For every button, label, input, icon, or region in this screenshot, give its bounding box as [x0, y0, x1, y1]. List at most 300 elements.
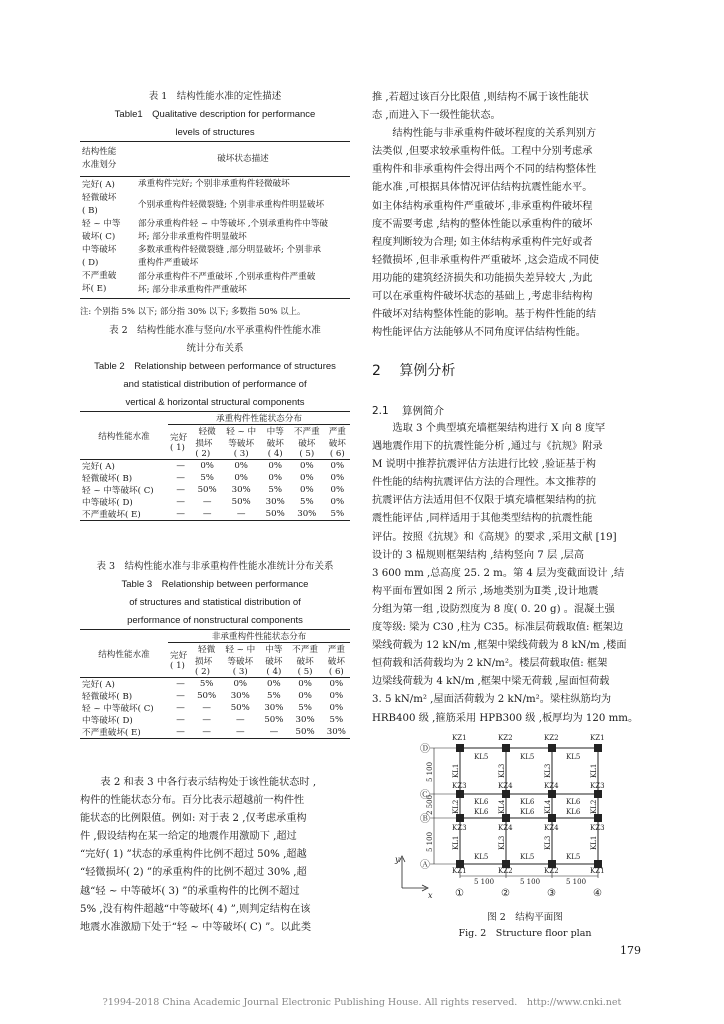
- table-cell-text: 轻微破坏: [82, 193, 117, 203]
- table-cell-text: 中等破坏: [82, 245, 117, 255]
- table3-caption: [65, 558, 365, 630]
- column: [594, 814, 602, 822]
- table-header-cell: 结构性能水准: [98, 431, 150, 442]
- table-cell-text: ( D): [82, 258, 99, 268]
- table-header-cell: 严重: [328, 427, 346, 437]
- table-header-row: [80, 142, 350, 177]
- table-header-cell: 破坏: [298, 439, 316, 449]
- text-line: 度等级: 梁为 C30 ,柱为 C35。标准层荷载取值: 框架边: [372, 622, 624, 634]
- row-axis-label: Ⓐ: [420, 860, 430, 871]
- text-line: 恒荷载和活荷载均为 2 kN/m²。楼层荷载取值: 框架: [372, 658, 608, 670]
- kl-label: KL1: [590, 763, 598, 778]
- table-cell: 0%: [330, 485, 345, 495]
- text-line: 越“轻 ~ 中等破坏( 3) ”的承重构件的比例不超过: [80, 885, 300, 897]
- table-cell-text: 不严重破: [82, 271, 117, 281]
- kl-label: KL1: [452, 763, 460, 778]
- figure-caption-cn: 图 2 结构平面图: [487, 912, 563, 923]
- text-line: 3 600 mm ,总高度 25. 2 m。第 4 层为变截面设计 ,结: [372, 567, 625, 579]
- table-header-cell: 不严重: [293, 427, 320, 437]
- table-header-text: 水准划分: [82, 160, 117, 170]
- table2-caption-en-3: vertical & horizontal structural components: [125, 397, 305, 408]
- row-axis-label: Ⓑ: [420, 814, 430, 825]
- kz-label: KZ3: [452, 824, 467, 832]
- table-cell: 不严重破坏( E): [82, 728, 141, 738]
- table-cell: 完好( A): [82, 180, 115, 190]
- text-line: 构性能评估方法能够从不同角度评估结构性能。: [372, 327, 586, 339]
- table-cell: —: [235, 715, 245, 725]
- kl-label: KL1: [452, 835, 460, 850]
- text-line: 分组为第一组 ,设防烈度为 8 度( 0. 20 g) 。混凝土强: [372, 603, 615, 615]
- text-line: 件破坏对结构整体性能的影响。基于构件性能的结: [372, 309, 597, 321]
- table-row: [80, 244, 350, 270]
- table-header-cell: 轻 ~ 中: [225, 645, 256, 655]
- subsection-heading: [372, 403, 444, 418]
- table-cell: 0%: [234, 461, 248, 471]
- text-line: 边梁线荷载为 4 kN/m ,框架中梁无荷载 ,屋面恒荷载: [372, 676, 610, 688]
- table-cell: 50%: [231, 497, 251, 507]
- kl-label: KL3: [498, 835, 506, 850]
- table-cell: 5%: [329, 715, 344, 725]
- table-row: [80, 177, 350, 193]
- table3-caption-en-3: performance of nonstructural components: [127, 615, 303, 626]
- table3-caption-en-1: Table 3 Relationship between performance: [121, 579, 309, 590]
- kz-label: KZ1: [452, 867, 467, 875]
- table-header-cell: [168, 425, 193, 460]
- table-cell-text: 坏( E): [82, 284, 107, 294]
- text-line: 5% ,没有构件超越“中等破坏( 4) ”,则判定结构在该: [80, 903, 311, 915]
- table-cell-text: ( B): [82, 206, 98, 216]
- table-cell: 5%: [199, 679, 214, 689]
- kz-label: KZ3: [452, 782, 467, 790]
- table-cell-text: 坏; 部分非承重构件严重破坏: [138, 285, 247, 295]
- table2-caption-en-2: and statistical distribution of performance of: [123, 379, 307, 390]
- text-line: 件 ,假设结构在某一给定的地震作用激励下 ,超过: [80, 831, 297, 843]
- table-header-cell: ( 6): [329, 449, 345, 459]
- table-cell: 50%: [197, 691, 217, 701]
- table-cell: —: [176, 485, 185, 495]
- table-row: [80, 192, 350, 218]
- kl-label: KL5: [566, 753, 581, 761]
- table-header-cell: 中等: [266, 427, 284, 437]
- table-cell: —: [202, 715, 211, 725]
- table-header-cell: 破坏: [265, 657, 283, 667]
- table-cell: —: [176, 461, 185, 471]
- table-cell: —: [176, 473, 185, 483]
- table-row: [80, 460, 350, 473]
- table-cell: 30%: [230, 691, 250, 701]
- table-header-text: 完好: [170, 651, 188, 661]
- table-cell: —: [202, 727, 211, 737]
- table-cell: 5%: [200, 473, 214, 483]
- table-row: [80, 714, 350, 726]
- kz-label: KZ4: [498, 824, 513, 832]
- table-cell: —: [176, 727, 185, 737]
- table1-caption: [75, 88, 355, 142]
- table-cell: 30%: [297, 509, 317, 519]
- text-line: 震性能评估 ,同样适用于其他类型结构的抗震性能: [372, 513, 593, 525]
- table-cell: 中等破坏( D): [82, 716, 133, 726]
- table-row: [80, 270, 350, 299]
- text-line: 法类似 ,但要求较承重构件低。工程中分别考虑承: [372, 146, 593, 158]
- dimension-label: 5 100: [520, 878, 541, 886]
- table-cell: —: [176, 497, 185, 507]
- table-header-cell: 等破坏: [227, 657, 254, 667]
- table-cell: 50%: [230, 703, 250, 713]
- table-header-cell: ( 4): [266, 667, 282, 677]
- table-cell: [136, 244, 350, 270]
- table-header-cell: ( 2): [195, 449, 211, 459]
- table-cell-text: 重构件严重破坏: [138, 258, 199, 268]
- table-cell: 承重构件完好; 个别非承重构件轻微破坏: [138, 179, 290, 189]
- table-cell: 50%: [295, 727, 315, 737]
- table-header-cell: 破坏: [327, 657, 345, 667]
- left-body-text: [80, 774, 352, 937]
- column: [502, 814, 510, 822]
- table-cell: 5%: [298, 703, 312, 713]
- table-header-cell: 不严重: [292, 645, 318, 655]
- table-header-cell: 轻 ~ 中: [226, 427, 257, 437]
- table-cell: —: [176, 679, 185, 689]
- table-cell: 0%: [299, 461, 314, 471]
- table-header-text: 结构性能: [82, 147, 117, 157]
- table-header-cell: ( 5): [299, 449, 315, 459]
- table-cell-text: 轻 ~ 中等: [82, 219, 121, 229]
- table-row: [80, 218, 350, 244]
- section-number: 2: [372, 363, 381, 379]
- dimension-label: 2 500: [426, 794, 434, 815]
- text-line: 程度判断较为合理; 如主体结构承重构件完好或者: [372, 236, 593, 248]
- table-cell: 30%: [326, 727, 346, 737]
- text-line: 构件的性能状态分布。百分比表示超越前一构件性: [80, 795, 305, 807]
- table-cell: 30%: [295, 715, 315, 725]
- text-line: 构平面布置如图 2 所示 ,场地类别为Ⅱ类 ,设计地震: [372, 585, 599, 597]
- table-row: [80, 484, 350, 496]
- figure-caption: [430, 910, 620, 942]
- table-row: [80, 472, 350, 484]
- text-line: 评估。按照《抗规》和《高规》的要求 ,采用文献 [19]: [372, 531, 617, 543]
- table-header-cell: ( 5): [297, 667, 313, 677]
- column: [548, 790, 556, 798]
- text-line: 如主体结构承重构件严重破坏 ,非承重构件破坏程: [372, 200, 593, 212]
- row-axis-label: Ⓓ: [420, 744, 430, 755]
- table3: [80, 629, 350, 739]
- table-header-row: [80, 412, 350, 425]
- table1: [80, 141, 350, 299]
- table-header-text: 完好: [170, 433, 188, 443]
- table-row: [80, 678, 350, 691]
- dimension-label: 5 100: [566, 878, 587, 886]
- subsection-title: 算例简介: [402, 405, 445, 417]
- kl-label: KL6: [566, 808, 581, 816]
- table-cell: 5%: [330, 509, 345, 519]
- table-cell: 0%: [233, 679, 248, 689]
- table-cell: 完好( A): [82, 680, 115, 690]
- dimension-label: 5 100: [474, 878, 495, 886]
- column: [594, 744, 602, 752]
- table-cell: 不严重破坏( E): [82, 510, 141, 520]
- text-line: 梁线荷载为 12 kN/m ,框架中梁线荷载为 8 kN/m ,楼面: [372, 640, 627, 652]
- table-header-cell: 严重: [327, 645, 345, 655]
- text-line: 能水准 ,可根据具体情况评估结构抗震性能水平。: [372, 182, 593, 194]
- table-cell: —: [269, 727, 279, 737]
- table-header-cell: 破坏: [296, 657, 314, 667]
- kz-label: KZ2: [544, 734, 559, 742]
- footer-copyright: ?1994-2018 China Academic Journal Electronic Publishing House. All rights reserved. http://www.cnki.net: [102, 997, 622, 1008]
- column: [502, 744, 510, 752]
- table-cell: 50%: [265, 509, 285, 519]
- kz-label: KZ1: [590, 734, 605, 742]
- kz-label: KZ2: [498, 867, 513, 875]
- table-cell: [136, 270, 350, 299]
- text-line: “轻微损坏( 2) ”的承重构件的比例不超过 30% ,超: [80, 867, 307, 879]
- subsection-number: 2.1: [372, 405, 389, 417]
- floor-plan-figure: [390, 728, 650, 906]
- table-cell: 0%: [330, 461, 345, 471]
- table-cell-text: 部分承重构件不严重破坏 ,个别承重构件严重破: [138, 272, 316, 282]
- kl-label: KL4: [498, 799, 506, 814]
- text-line: 可以在承重构件破坏状态的基础上 ,考虑非结构构: [372, 291, 593, 303]
- table-cell: —: [236, 509, 246, 519]
- table-cell: 50%: [197, 485, 217, 495]
- text-line: “完好( 1) ”状态的承重构件比例不超过 50% ,超越: [80, 849, 307, 861]
- table1-caption-cn: 表 1 结构性能水准的定性描述: [148, 91, 282, 102]
- kl-label: KL5: [566, 853, 581, 861]
- column: [502, 790, 510, 798]
- table-cell: 0%: [267, 679, 281, 689]
- kl-label: KL5: [520, 753, 535, 761]
- table-cell: 0%: [234, 473, 248, 483]
- table-header-cell: [168, 643, 193, 678]
- col-axis-label: ③: [547, 888, 556, 899]
- kl-label: KL5: [520, 853, 535, 861]
- table-header-cell: ( 2): [195, 667, 210, 677]
- kz-label: KZ4: [498, 782, 513, 790]
- column: [594, 790, 602, 798]
- kl-label: KL5: [474, 853, 489, 861]
- table-header-cell: 轻微: [198, 427, 216, 437]
- table-cell: —: [235, 727, 245, 737]
- text-line: 推 ,若超过该百分比限值 ,则结构不属于该性能状: [372, 92, 589, 103]
- table-row: [80, 702, 350, 714]
- table-cell: 30%: [264, 703, 284, 713]
- table-row: [80, 496, 350, 508]
- table-cell: 50%: [264, 715, 284, 725]
- text-line: 表 2 和表 3 中各行表示结构处于该性能状态时 ,: [100, 777, 317, 788]
- table-cell: 轻 ~ 中等破坏( C): [82, 486, 154, 496]
- x-axis-label: x: [428, 891, 433, 900]
- kz-label: KZ3: [590, 824, 605, 832]
- table-header-text: ( 1): [170, 443, 185, 453]
- table-header-cell: 中等: [265, 645, 283, 655]
- table-cell: [80, 192, 136, 218]
- table-cell: 30%: [231, 485, 251, 495]
- text-line: 度不需要考虑 ,结构的整体性能以承重构件的破坏: [372, 218, 593, 230]
- kl-label: KL2: [590, 799, 598, 814]
- table1-caption-en-2: levels of structures: [175, 127, 255, 138]
- table1-caption-en-1: Table1 Qualitative description for performance: [114, 109, 316, 120]
- kl-label: KL2: [452, 799, 460, 814]
- text-line: HRB400 级 ,箍筋采用 HPB300 级 ,板厚均为 120 mm。: [372, 712, 639, 724]
- table-header-cell: 损坏: [195, 439, 213, 449]
- table-cell: [80, 244, 136, 270]
- table-header-cell: 破坏: [328, 439, 346, 449]
- table-header-cell: ( 3): [233, 449, 249, 459]
- plan-labels: [420, 734, 605, 899]
- dimension-label: 5 100: [426, 761, 434, 782]
- table-group-header: 非承重构件性能状态分布: [168, 630, 350, 643]
- table-header-text: ( 1): [170, 661, 185, 671]
- table-cell: 0%: [329, 679, 344, 689]
- kl-label: KL6: [474, 808, 489, 816]
- kl-label: KL5: [474, 753, 489, 761]
- table-cell: 0%: [329, 703, 344, 713]
- text-line: 地震水准激励下处于“轻 ~ 中等破坏( C) ”。以此类: [80, 921, 312, 933]
- table-cell: 5%: [268, 485, 283, 495]
- table1-note: 注: 个别指 5% 以下; 部分指 30% 以下; 多数指 50% 以上。: [80, 306, 306, 316]
- kl-label: KL4: [544, 799, 552, 814]
- table2: [80, 411, 350, 521]
- text-line: 选取 3 个典型填充墙框架结构进行 X 向 8 度罕: [392, 423, 606, 434]
- table-cell: [80, 218, 136, 244]
- row-axis-label: Ⓒ: [420, 790, 430, 801]
- table-header-cell: [80, 142, 136, 177]
- section-title: 算例分析: [399, 363, 456, 379]
- table-cell: 0%: [298, 679, 312, 689]
- table-cell: —: [202, 703, 211, 713]
- table-cell-text: 坏; 部分非承重构件明显破坏: [138, 232, 247, 242]
- table-cell: [136, 218, 350, 244]
- table-cell: —: [176, 715, 185, 725]
- column: [548, 814, 556, 822]
- column: [456, 790, 464, 798]
- table-cell: 0%: [330, 497, 345, 507]
- page-number: 179: [620, 944, 641, 957]
- table2-caption-en-1: Table 2 Relationship between performance of structures: [94, 361, 336, 372]
- table-cell: 5%: [299, 497, 314, 507]
- table-header-cell: 损坏: [195, 657, 213, 667]
- figure-caption-en: Fig. 2 Structure floor plan: [458, 928, 592, 939]
- table-group-header: 承重构件性能状态分布: [168, 412, 350, 425]
- text-line: 件性能的结构抗震评估方法的合理性。本文推荐的: [372, 477, 597, 489]
- column: [456, 744, 464, 752]
- text-line: 用功能的建筑经济损失和功能损失差异较大 ,为此: [372, 272, 593, 284]
- kz-label: KZ4: [544, 782, 559, 790]
- text-line: 重构件和非承重构件会得出两个不同的结构整体性: [372, 164, 597, 176]
- table-cell: 0%: [298, 691, 312, 701]
- text-line: 态 ,而进入下一级性能状态。: [372, 110, 501, 122]
- table-header-cell: 结构性能水准: [98, 649, 150, 660]
- columns: [456, 744, 602, 868]
- text-line: 结构性能与非承重构件破坏程度的关系判别方: [392, 128, 597, 140]
- kl-label: KL3: [544, 835, 552, 850]
- table-cell-text: 破坏( C): [82, 232, 116, 242]
- table-cell: 0%: [299, 485, 314, 495]
- table2-caption: [65, 322, 365, 412]
- text-line: M 说明中推荐抗震评估方法进行比较 ,验证基于构: [372, 459, 596, 471]
- kz-label: KZ3: [590, 782, 605, 790]
- col-axis-label: ①: [455, 888, 464, 899]
- table-row: [80, 726, 350, 739]
- table-row: [80, 690, 350, 702]
- table-header-row: [80, 630, 350, 643]
- table-cell: 5%: [267, 691, 281, 701]
- table-cell: 0%: [329, 691, 344, 701]
- table-cell: 0%: [268, 473, 283, 483]
- table-cell: 轻微破坏( B): [82, 474, 133, 484]
- kz-label: KZ1: [590, 867, 605, 875]
- dimension-label: 5 100: [426, 831, 434, 852]
- table3-caption-cn: 表 3 结构性能水准与非承重构件性能水准统计分布关系: [96, 561, 334, 572]
- table-header-cell: 破坏: [266, 439, 284, 449]
- table-cell: [80, 270, 136, 299]
- kl-label: KL6: [520, 798, 535, 806]
- column: [456, 814, 464, 822]
- text-line: 3. 5 kN/m² ,屋面活荷载为 2 kN/m²。梁柱纵筋均为: [372, 694, 612, 706]
- table-cell: 完好( A): [82, 462, 115, 472]
- y-axis-label: y: [395, 855, 400, 864]
- table-header-cell: 等破坏: [228, 439, 255, 449]
- table-row: [80, 508, 350, 521]
- table-header-cell: ( 3): [232, 667, 248, 677]
- kz-label: KZ1: [452, 734, 467, 742]
- table-header-cell: 轻微: [198, 645, 216, 655]
- text-line: 能状态的比例限值。例如: 对于表 2 ,仅考虑承重构: [80, 813, 307, 825]
- kl-label: KL6: [474, 798, 489, 806]
- table-cell: —: [202, 509, 212, 519]
- right-body-text-top: [372, 89, 650, 342]
- kz-label: KZ2: [498, 734, 513, 742]
- table-cell: 0%: [330, 473, 345, 483]
- text-line: 抗震评估方法适用但不仅限于填充墙框架结构的抗: [372, 495, 597, 507]
- table-cell: —: [176, 509, 185, 519]
- column: [548, 744, 556, 752]
- kl-label: KL3: [498, 763, 506, 778]
- kl-label: KL1: [590, 835, 598, 850]
- section-heading: [372, 360, 455, 380]
- table-cell: 0%: [299, 473, 314, 483]
- table-cell: 中等破坏( D): [82, 498, 133, 508]
- right-body-text-bottom: [372, 420, 650, 728]
- table-cell: 轻 ~ 中等破坏( C): [82, 704, 154, 714]
- table-cell: 0%: [268, 461, 283, 471]
- table-cell: 轻微破坏( B): [82, 692, 133, 702]
- table-cell-text: 多数承重构件轻微裂缝 ,部分明显破坏; 个别非承: [138, 245, 321, 255]
- table-cell: —: [176, 691, 185, 701]
- kl-label: KL3: [544, 763, 552, 778]
- table-cell: 个别承重构件轻微裂缝; 个别非承重构件明显破坏: [138, 199, 325, 210]
- kz-label: KZ2: [544, 867, 559, 875]
- table-header-cell: ( 4): [267, 449, 283, 459]
- kl-label: KL6: [520, 808, 535, 816]
- table-cell: —: [176, 703, 185, 713]
- table-header-cell: ( 6): [328, 667, 344, 677]
- table-cell-text: 部分承重构件轻 ~ 中等破坏 ,个别承重构件中等破: [138, 219, 329, 229]
- table-cell: 30%: [265, 497, 285, 507]
- table2-caption-cn-1: 表 2 结构性能水准与竖向/水平承重构件性能水准: [109, 325, 321, 336]
- text-line: 轻微损坏 ,但非承重构件严重破坏 ,这会造成不同使: [372, 254, 599, 266]
- table-header-cell: 破坏状态描述: [217, 153, 269, 164]
- table3-caption-en-2: of structures and statistical distribution of: [129, 597, 301, 608]
- text-line: 设计的 3 榀规则框架结构 ,结构竖向 7 层 ,层高: [372, 549, 585, 561]
- table2-caption-cn-2: 统计分布关系: [186, 343, 244, 354]
- text-line: 遇地震作用下的抗震性能分析 ,通过与《抗规》附录: [372, 441, 603, 453]
- kz-label: KZ4: [544, 824, 559, 832]
- col-axis-label: ④: [593, 888, 602, 899]
- table-cell: —: [202, 497, 212, 507]
- table-cell: 0%: [200, 461, 214, 471]
- col-axis-label: ②: [501, 888, 510, 899]
- kl-label: KL6: [566, 798, 581, 806]
